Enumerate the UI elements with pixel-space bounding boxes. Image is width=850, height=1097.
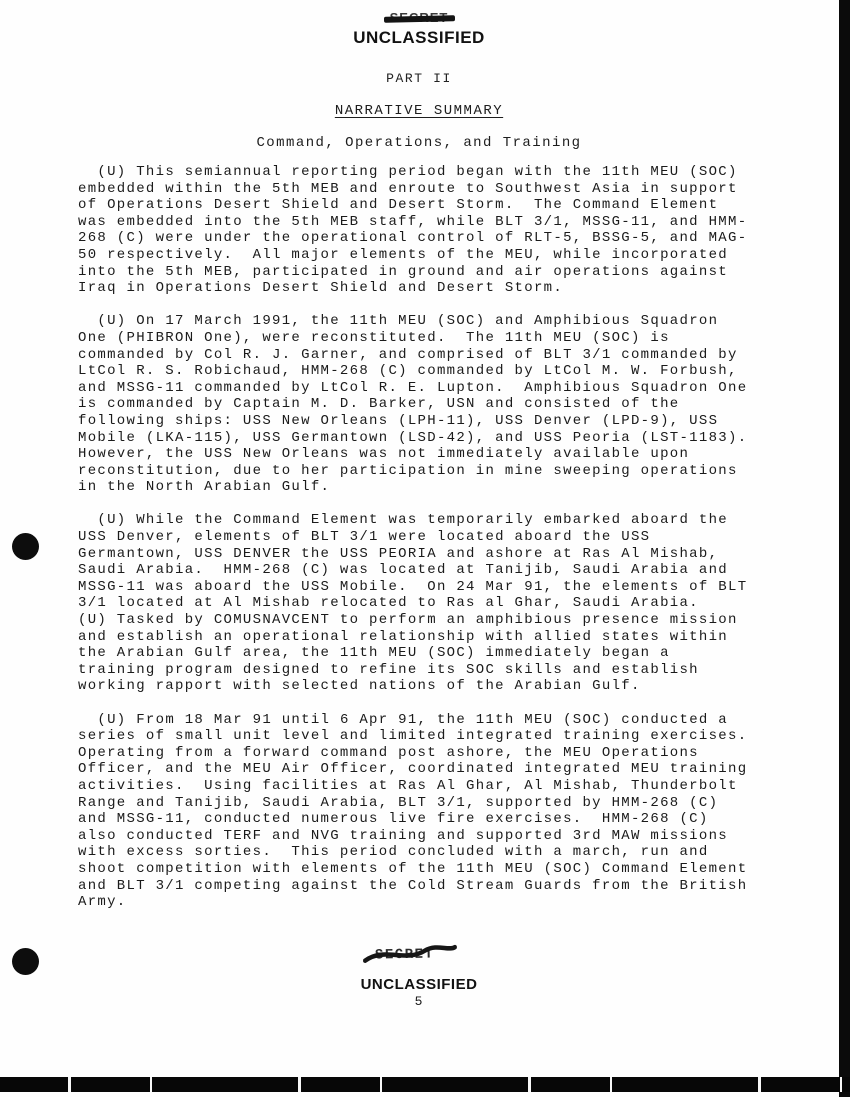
document-footer	[0, 945, 838, 1009]
secret-stamp-bottom	[375, 945, 435, 964]
paragraph-1: (U) This semiannual reporting period began with the 11th MEU (SOC) embedded within the 5th MEB and enroute to Southwest Asia in support of Operations Desert Shield and Desert Storm. The Command Element was embedded into the 5th MEB staff, while BLT 3/1, MSSG-11, and HMM- 268 (C) were under the operational control of RLT-5, BSSG-5, and MAG- 50 respectively. All major elements of the MEU, while incorporated into the 5th MEB, participated in ground and air operations against Iraq in Operations Desert Shield and Desert Storm.	[78, 164, 748, 297]
scan-edge-right	[839, 0, 850, 1097]
page-number: 5	[414, 994, 424, 1009]
section-title: NARRATIVE SUMMARY	[334, 103, 504, 119]
secret-stamp-bottom-text: SECRET	[375, 946, 435, 964]
document-body	[0, 164, 788, 911]
part-heading: PART II	[386, 71, 452, 86]
classification-banner-top: UNCLASSIFIED	[353, 28, 485, 47]
scan-edge-bottom	[0, 1077, 850, 1092]
classification-banner-bottom-struck	[0, 945, 838, 964]
classification-banner-top-struck	[0, 9, 838, 27]
classification-banner-bottom: UNCLASSIFIED	[360, 976, 478, 993]
section-subtitle: Command, Operations, and Training	[256, 135, 582, 151]
paragraph-4: (U) From 18 Mar 91 until 6 Apr 91, the 11th MEU (SOC) conducted a series of small unit level and limited integrated training exercises. Operating from a forward command post ashore, the MEU Operations Officer, and the MEU Air Officer, coordinated integrated MEU training activities. Using facilities at Ras Al Ghar, Al Mishab, Thunderbolt Range and Tanijib, Saudi Arabia, BLT 3/1, supported by HMM-268 (C) and MSSG-11, conducted numerous live fire exercises. HMM-268 (C) also conducted TERF and NVG training and supported 3rd MAW missions with excess sorties. This period concluded with a march, run and shoot competition with elements of the 11th MEU (SOC) Command Element and BLT 3/1 competing against the Cold Stream Guards from the British Army.	[78, 711, 748, 911]
secret-stamp-top	[390, 10, 449, 25]
paragraph-2: (U) On 17 March 1991, the 11th MEU (SOC) and Amphibious Squadron One (PHIBRON One), were reconstituted. The 11th MEU (SOC) is commanded by Col R. J. Garner, and comprised of BLT 3/1 commanded by LtCol R. S. Robichaud, HMM-268 (C) commanded by LtCol M. W. Forbush, and MSSG-11 commanded by LtCol R. E. Lupton. Amphibious Squadron One is commanded by Captain M. D. Barker, USN and consisted of the following ships: USS New Orleans (LPH-11), USS Denver (LPD-9), USS Mobile (LKA-115), USS Germantown (LSD-42), and USS Peoria (LST-1183). However, the USS New Orleans was not immediately available upon reconstitution, due to her participation in mine sweeping operations in the North Arabian Gulf.	[78, 313, 748, 496]
paragraph-3: (U) While the Command Element was temporarily embarked aboard the USS Denver, elements of BLT 3/1 were located aboard the USS Germantown, USS DENVER the USS PEORIA and ashore at Ras Al Mishab, Saudi Arabia. HMM-268 (C) was located at Tanijib, Saudi Arabia and MSSG-11 was aboard the USS Mobile. On 24 Mar 91, the elements of BLT 3/1 located at Al Mishab relocated to Ras al Ghar, Saudi Arabia. (U) Tasked by COMUSNAVCENT to perform an amphibious presence mission and establish an operational relationship with allied states within the Arabian Gulf area, the 11th MEU (SOC) immediately began a training program designed to refine its SOC skills and establish working rapport with selected nations of the Arabian Gulf.	[78, 512, 748, 695]
